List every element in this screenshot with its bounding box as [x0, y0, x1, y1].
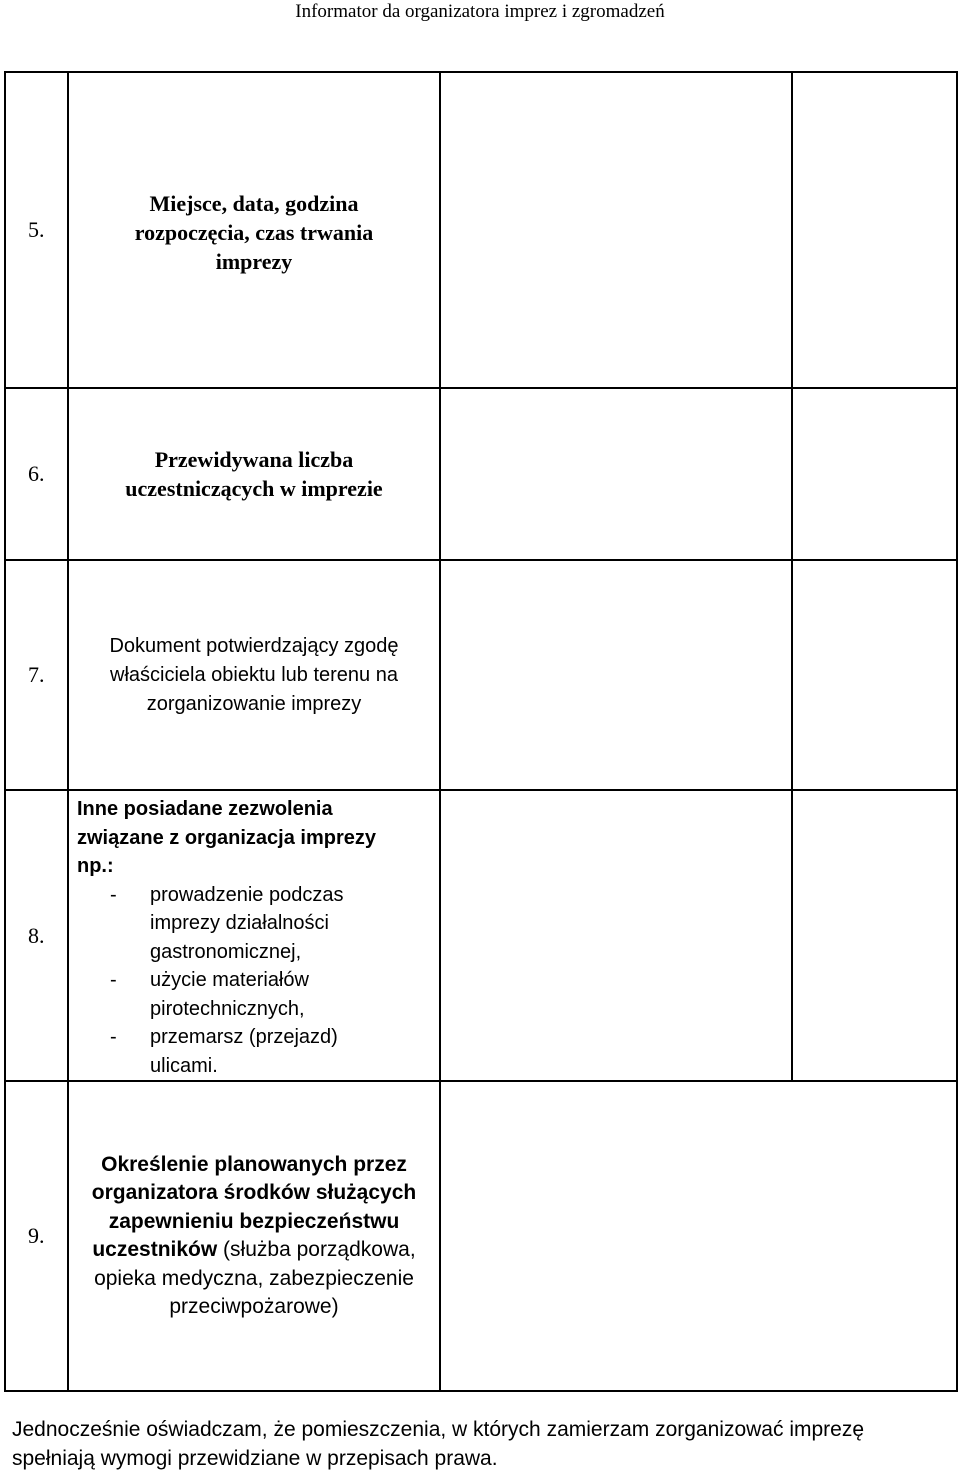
list-item: - prowadzenie podczas imprezy działalności gastronomicznej, [77, 881, 439, 967]
row-number: 8. [5, 790, 68, 1081]
permit-examples-list [77, 881, 439, 1081]
document-header: Informator da organizatora imprez i zgromadzeń [295, 1, 665, 22]
notes-cell[interactable] [792, 790, 957, 1081]
table-row [5, 388, 957, 560]
input-cell[interactable] [440, 72, 792, 388]
table-row [5, 72, 957, 388]
input-cell[interactable] [440, 1081, 957, 1391]
list-item: - przemarsz (przejazd) ulicami. [77, 1023, 439, 1080]
input-cell[interactable] [440, 790, 792, 1081]
row-label: Określenie planowanych przez organizatora środków służących zapewnieniu bezpieczeństwu uczestników (służba porządkowa, opieka medyczna, zabezpieczenie przeciwpożarowe) [68, 1081, 440, 1391]
row-label: Przewidywana liczba uczestniczących w imprezie [68, 388, 440, 560]
table-row [5, 1081, 957, 1391]
row-label: Dokument potwierdzający zgodę właściciela obiektu lub terenu na zorganizowanie imprezy [68, 560, 440, 790]
row-label: Inne posiadane zezwolenia związane z organizacja imprezy np.: - prowadzenie podczas imprezy działalności gastronomicznej, - użycie materiałów pirotechnicznych, - przemarsz (przejazd) ulicami. [68, 790, 440, 1081]
row-label: Miejsce, data, godzina rozpoczęcia, czas trwania imprezy [68, 72, 440, 388]
notes-cell[interactable] [792, 388, 957, 560]
input-cell[interactable] [440, 388, 792, 560]
row-number: 5. [5, 72, 68, 388]
row-number: 6. [5, 388, 68, 560]
row-number: 7. [5, 560, 68, 790]
table-row [5, 560, 957, 790]
form-table [4, 71, 958, 1392]
declaration-text: Jednocześnie oświadczam, że pomieszczenia, w których zamierzam zorganizować imprezę spełniają wymogi przewidziane w przepisach prawa. [12, 1418, 865, 1470]
list-item: - użycie materiałów pirotechnicznych, [77, 966, 439, 1023]
notes-cell[interactable] [792, 560, 957, 790]
notes-cell[interactable] [792, 72, 957, 388]
table-row [5, 790, 957, 1081]
row-number: 9. [5, 1081, 68, 1391]
input-cell[interactable] [440, 560, 792, 790]
